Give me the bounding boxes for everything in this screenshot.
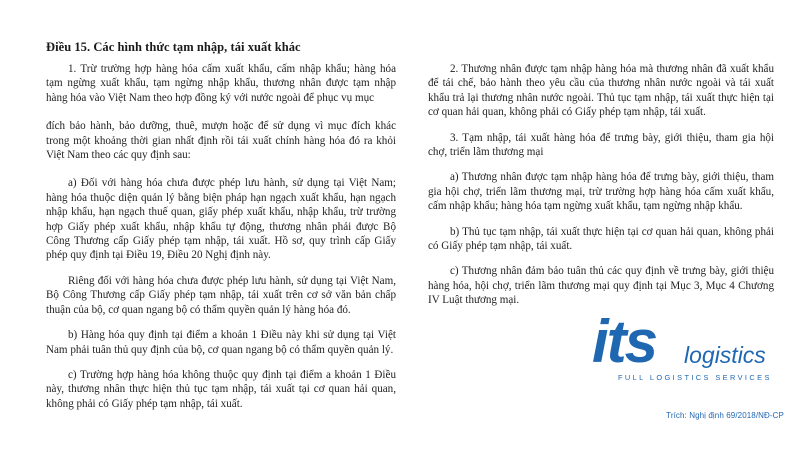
- its-logistics-logo: [592, 308, 788, 384]
- paragraph-1a: a) Đối với hàng hóa chưa được phép lưu hành, sử dụng tại Việt Nam; hàng hóa thuộc diện quản lý bằng biện pháp hạn ngạch xuất khẩu, hạn ngạch nhập khẩu, hạn ngạch thuế quan, giấy phép xuất khẩu, nhập khẩu, trừ trường hợp Giấy phép xuất khẩu, nhập khẩu tự động, thương nhân phải được Bộ Công Thương cấp Giấy phép tạm nhập, tái xuất. Hồ sơ, quy trình cấp Giấy phép quy định tại Điều 19, Điều 20 Nghị định này.: [46, 177, 396, 262]
- paragraph-1b: b) Hàng hóa quy định tại điểm a khoản 1 Điều này khi sử dụng tại Việt Nam phải tuân thủ quy định của bộ, cơ quan ngang bộ có thẩm quyền quản lý.: [46, 329, 396, 356]
- paragraph-1c: c) Trường hợp hàng hóa không thuộc quy định tại điểm a khoản 1 Điều này, thương nhân thực hiện thủ tục tạm nhập, tái xuất tại cơ quan hải quan, không phải có Giấy phép tạm nhập, tái xuất.: [46, 368, 396, 410]
- paragraph-1: 1. Trừ trường hợp hàng hóa cấm xuất khẩu, cấm nhập khẩu; hàng hóa tạm ngừng xuất khẩu, tạm ngừng nhập khẩu, thương nhân được tạm nhập hàng hóa vào Việt Nam theo hợp đồng ký với nước ngoài để phục vụ mục: [46, 63, 396, 104]
- article-heading: Điều 15. Các hình thức tạm nhập, tái xuất khác: [46, 40, 301, 54]
- paragraph-3a: a) Thương nhân được tạm nhập hàng hóa để trưng bày, giới thiệu, tham gia hội chợ, triển lãm thương mại, trừ trường hợp hàng hóa cấm xuất khẩu, cấm nhập khẩu; hàng hóa tạm ngừng xuất khẩu, tạm ngừng nhập khẩu.: [428, 171, 774, 213]
- source-citation: Trích: Nghị định 69/2018/NĐ-CP: [666, 411, 784, 420]
- paragraph-1a-special: Riêng đối với hàng hóa chưa được phép lưu hành, sử dụng tại Việt Nam, Bộ Công Thương cấp Giấy phép tạm nhập, tái xuất trên cơ sở văn bản chấp thuận của bộ, cơ quan ngang bộ có thẩm quyền quản lý hàng hóa đó.: [46, 274, 396, 316]
- right-column: [428, 62, 774, 308]
- paragraph-3c: c) Thương nhân đảm bảo tuân thủ các quy định về trưng bày, giới thiệu hàng hóa, hội chợ, triển lãm thương mại quy định tại Mục 3, Mục 4 Chương IV Luật thương mại.: [428, 265, 774, 307]
- paragraph-3: 3. Tạm nhập, tái xuất hàng hóa để trưng bày, giới thiệu, tham gia hội chợ, triển lãm thương mại: [428, 131, 774, 159]
- paragraph-1-cont: đích bảo hành, bảo dưỡng, thuê, mượn hoặc để sử dụng vì mục đích khác trong một khoảng thời gian nhất định rồi tái xuất chính hàng hóa đó ra khỏi Việt Nam theo các quy định sau:: [46, 120, 396, 162]
- paragraph-2: 2. Thương nhân được tạm nhập hàng hóa mà thương nhân đã xuất khẩu để tái chế, bảo hành theo yêu cầu của thương nhân nước ngoài và tái xuất khẩu trả lại thương nhân nước ngoài. Thủ tục tạm nhập, tái xuất thực hiện tại cơ quan hải quan, không phải có Giấy phép tạm nhập, tái xuất.: [428, 63, 774, 119]
- left-column: [46, 62, 396, 411]
- logo-brand-suffix: logistics: [684, 342, 766, 368]
- paragraph-3b: b) Thủ tục tạm nhập, tái xuất thực hiện tại cơ quan hải quan, không phải có Giấy phép tạm nhập, tái xuất.: [428, 225, 774, 253]
- logo-tagline: FULL LOGISTICS SERVICES: [618, 373, 772, 382]
- logo-brand-text: its: [592, 308, 657, 375]
